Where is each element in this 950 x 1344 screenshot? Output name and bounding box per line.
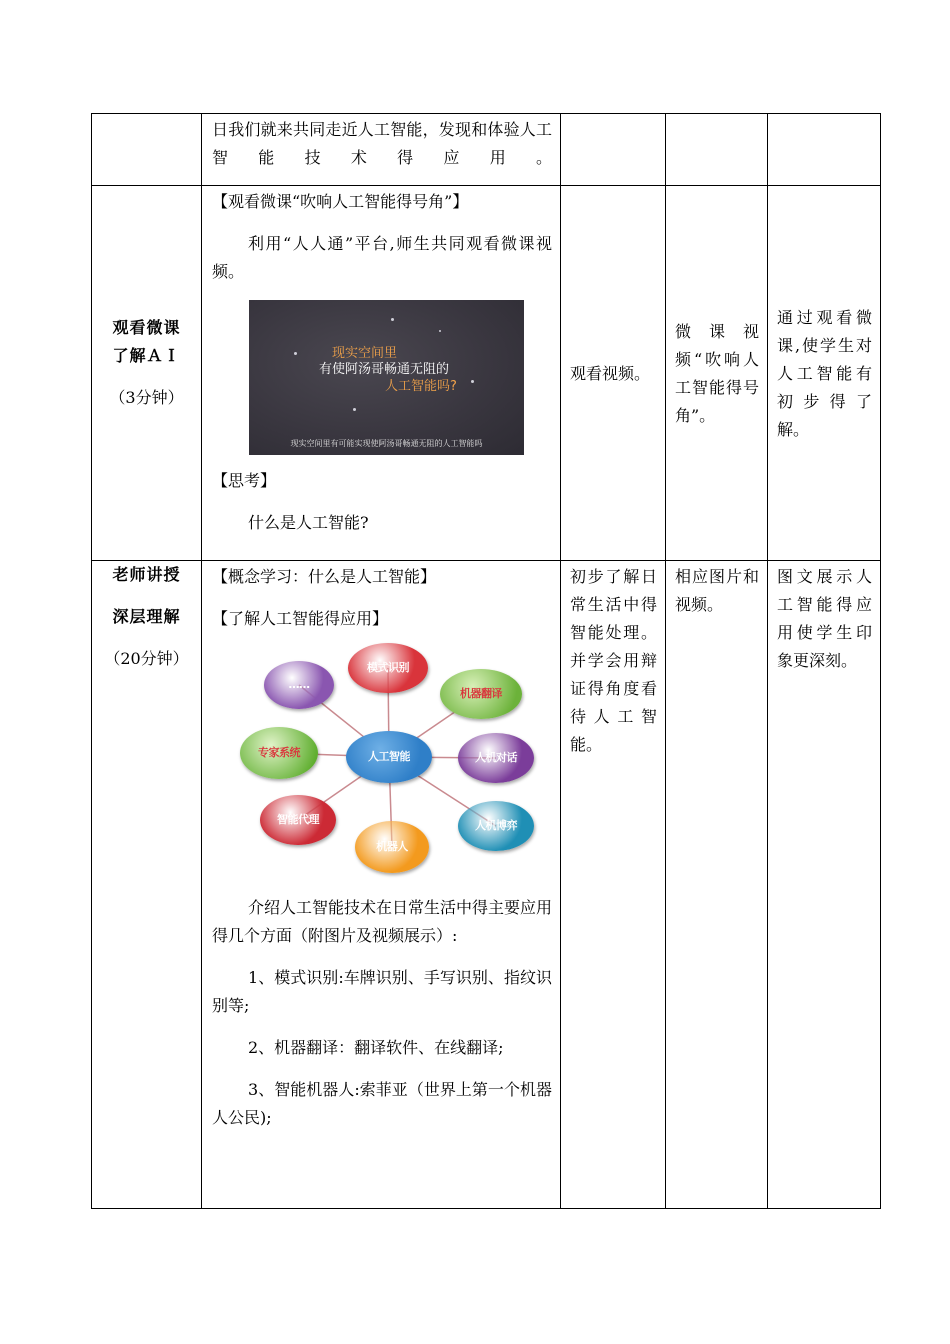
section-title: 了解ＡＩ xyxy=(112,346,181,365)
intent-cell xyxy=(768,561,881,1209)
media-text: 微课视频“吹响人工智能得号角”。 xyxy=(675,322,759,425)
label-cell xyxy=(92,114,202,186)
video-subtitle: 现实空间里有可能实现使阿汤哥畅通无阻的人工智能吗 xyxy=(290,439,483,448)
list-item: 1、模式识别:车牌识别、手写识别、指纹识别等; xyxy=(212,968,552,1015)
video-caption: 有使阿汤哥畅通无阻的 xyxy=(319,362,450,377)
table-row xyxy=(92,114,881,186)
section-title: 老师讲授 xyxy=(112,565,181,584)
section-heading: 【观看微课“吹响人工智能得号角”】 xyxy=(212,192,469,211)
node-intelligent-agent: 智能代理 xyxy=(260,795,336,845)
media-text: 相应图片和视频。 xyxy=(675,567,759,614)
list-item: 2、机器翻译：翻译软件、在线翻译; xyxy=(248,1038,504,1057)
node-more: …… xyxy=(264,661,334,709)
media-cell xyxy=(666,561,768,1209)
node-human-game: 人机博弈 xyxy=(458,801,534,851)
list-item: 3、智能机器人:索菲亚（世界上第一个机器人公民); xyxy=(212,1080,552,1127)
video-caption: 现实空间里 xyxy=(332,346,398,361)
section-heading: 【了解人工智能得应用】 xyxy=(212,609,389,628)
student-cell xyxy=(561,114,666,186)
activity-text: 日我们就来共同走近人工智能，发现和体验人工智能技术得应用。 xyxy=(212,120,552,167)
student-cell xyxy=(561,186,666,561)
intent-text: 通过观看微课,使学生对人工智能有初步得了解。 xyxy=(777,308,872,439)
table-row xyxy=(92,561,881,1209)
activity-cell xyxy=(202,561,561,1209)
student-cell xyxy=(561,561,666,1209)
media-cell xyxy=(666,114,768,186)
ai-applications-diagram xyxy=(240,641,540,876)
intent-cell xyxy=(768,186,881,561)
node-pattern-recognition: 模式识别 xyxy=(348,643,428,693)
node-robot: 机器人 xyxy=(355,821,429,873)
intent-text: 图文展示人工智能得应用使学生印象更深刻。 xyxy=(777,567,872,670)
section-title: 观看微课 xyxy=(112,318,181,337)
section-title: 深层理解 xyxy=(112,607,181,626)
video-thumbnail[interactable] xyxy=(249,300,524,455)
intent-cell xyxy=(768,114,881,186)
duration: （3分钟） xyxy=(109,388,184,407)
media-cell xyxy=(666,186,768,561)
table-row xyxy=(92,186,881,561)
video-caption: 人工智能吗? xyxy=(385,379,457,394)
paragraph: 利用“人人通”平台,师生共同观看微课视频。 xyxy=(212,234,552,281)
paragraph: 什么是人工智能? xyxy=(248,513,369,532)
lesson-plan-table xyxy=(91,113,881,1209)
label-cell xyxy=(92,561,202,1209)
section-heading: 【思考】 xyxy=(212,471,277,490)
section-heading: 【概念学习：什么是人工智能】 xyxy=(212,567,437,586)
duration: （20分钟） xyxy=(104,649,189,668)
label-cell xyxy=(92,186,202,561)
student-activity: 初步了解日常生活中得智能处理。并学会用辩证得角度看待人工智能。 xyxy=(570,567,657,754)
node-machine-translation: 机器翻译 xyxy=(440,669,522,719)
activity-cell xyxy=(202,114,561,186)
student-activity: 观看视频。 xyxy=(570,364,651,383)
paragraph: 介绍人工智能技术在日常生活中得主要应用得几个方面（附图片及视频展示）: xyxy=(212,898,553,945)
activity-cell xyxy=(202,186,561,561)
center-node: 人工智能 xyxy=(346,731,432,783)
node-human-dialog: 人机对话 xyxy=(458,733,534,783)
node-expert-system: 专家系统 xyxy=(240,727,318,779)
